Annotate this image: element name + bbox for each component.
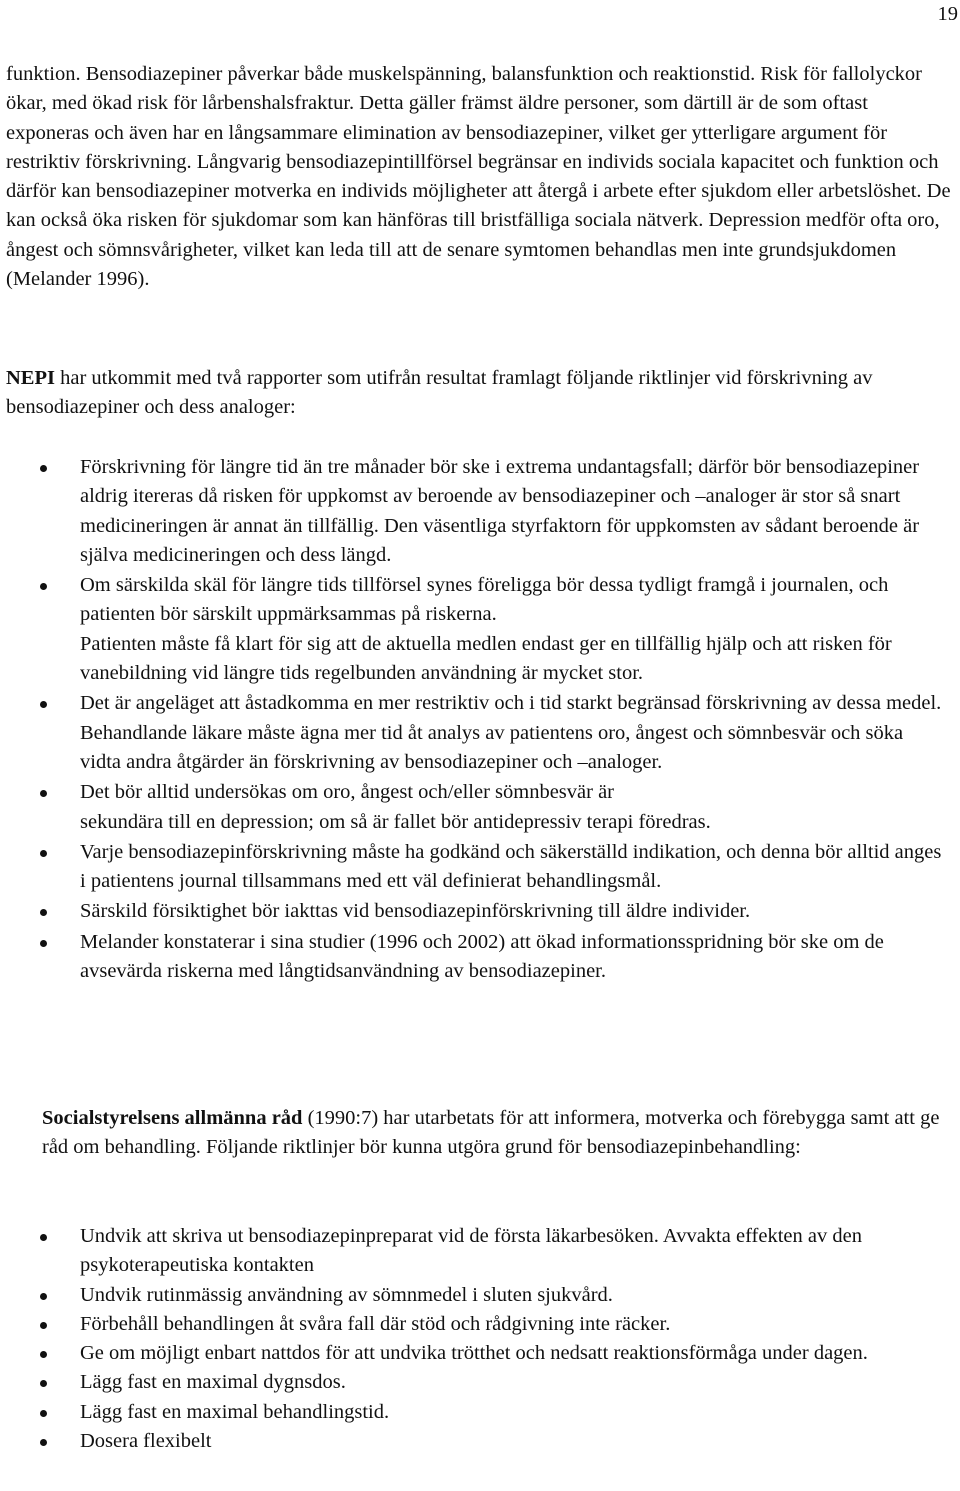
list-item-text: Undvik att skriva ut bensodiazepinpreparat vid de första läkarbesöken. Avvakta effekten av den psykoterapeutiska kontakten bbox=[80, 1225, 862, 1277]
list-item bbox=[0, 1398, 960, 1427]
list-item bbox=[0, 571, 960, 688]
list-item-text: Melander konstaterar i sina studier (1996 och 2002) att ökad informationsspridning bör ske om de avsevärda riskerna med långtidsanvändning av bensodiazepiner. bbox=[80, 930, 884, 983]
bullet-icon bbox=[40, 1351, 47, 1358]
page-number: 19 bbox=[937, 3, 958, 25]
list-item bbox=[0, 1222, 960, 1281]
bullet-icon bbox=[40, 1410, 47, 1417]
list-item bbox=[0, 1310, 960, 1339]
bullet-icon bbox=[40, 850, 47, 857]
bullet-icon bbox=[40, 909, 47, 916]
list-item-text: Det bör alltid undersökas om oro, ångest och/eller sömnbesvär är bbox=[80, 781, 614, 804]
bullet-icon bbox=[40, 701, 47, 708]
list-item bbox=[0, 838, 960, 897]
nepi-text: har utkommit med två rapporter som utifrån resultat framlagt följande riktlinjer vid förskrivning av bensodiazepiner och dess analoger: bbox=[6, 367, 873, 419]
list-item bbox=[0, 928, 960, 987]
list-item-continuation: Patienten måste få klart för sig att de aktuella medlen endast ger en tillfällig hjälp och att risken för vanebildning vid längre tids regelbunden användning är mycket stor. bbox=[80, 632, 892, 685]
bullet-icon bbox=[40, 1322, 47, 1329]
bullet-icon bbox=[40, 940, 47, 947]
intro-paragraph: funktion. Bensodiazepiner påverkar både muskelspänning, balansfunktion och reaktionstid. Risk för fallolyckor ökar, med ökad risk för lårbenshalsfraktur. Detta gäller främst äldre personer, som därtill är de som oftast exponeras och även har en långsammare elimination av bensodiazepiner, vilket ger ytterligare argument för restriktiv förskrivning. Långvarig bensodiazepintillförsel begränsar en individs sociala kapacitet och funktion och därför kan bensodiazepiner motverka en individs möjligheter att återgå i arbete efter sjukdom eller arbetslöshet. De kan också öka risken för sjukdomar som kan hänföras till bristfälliga sociala nätverk. Depression medför ofta oro, ångest och sömnsvårigheter, vilket kan leda till att de senare symtomen behandlas men inte grundsjukdomen (Melander 1996). bbox=[6, 63, 951, 291]
list-item-text: Ge om möjligt enbart nattdos för att undvika trötthet och nedsatt reaktionsförmåga under dagen. bbox=[80, 1342, 868, 1365]
list-item-text: Det är angeläget att åstadkomma en mer restriktiv och i tid starkt begränsad förskrivning av dessa medel. Behandlande läkare måste ägna mer tid åt analys av patientens oro, ångest och sömnbesvär och söka vidta andra åtgärder än förskrivning av bensodiazepiner och –analoger. bbox=[80, 692, 942, 773]
bullet-icon bbox=[40, 1439, 47, 1446]
list-item bbox=[0, 1427, 960, 1456]
nepi-guidelines-list bbox=[0, 453, 960, 987]
nepi-paragraph bbox=[6, 364, 952, 423]
list-item bbox=[0, 1368, 960, 1397]
list-item-text: Lägg fast en maximal behandlingstid. bbox=[80, 1400, 390, 1423]
list-item-text: Varje bensodiazepinförskrivning måste ha godkänd och säkerställd indikation, och denna bör alltid anges i patientens journal tillsammans med ett väl definierat behandlingsmål. bbox=[80, 840, 942, 893]
socialstyrelsen-bold-label: Socialstyrelsens allmänna råd bbox=[42, 1107, 303, 1129]
bullet-icon bbox=[40, 1234, 47, 1241]
list-item-text: Förbehåll behandlingen åt svåra fall där stöd och rådgivning inte räcker. bbox=[80, 1312, 671, 1335]
list-item-text: Om särskilda skäl för längre tids tillförsel synes föreligga bör dessa tydligt framgå i journalen, och patienten bör särskilt uppmärksammas på riskerna. bbox=[80, 574, 889, 626]
list-item bbox=[0, 778, 960, 837]
list-item-text: Förskrivning för längre tid än tre månader bör ske i extrema undantagsfall; därför bör bensodiazepiner aldrig itereras då risken för uppkomst av beroende av bensodiazepiner och –analoger är stor så snart medicineringen är annat än tillfällig. Den väsentliga styrfaktorn för uppkomsten av sådant beroende är själva medicineringen och dess längd. bbox=[80, 456, 920, 566]
list-item-text: Lägg fast en maximal dygnsdos. bbox=[80, 1371, 346, 1394]
list-item bbox=[0, 453, 960, 570]
bullet-icon bbox=[40, 465, 47, 472]
list-item-continuation: sekundära till en depression; om så är fallet bör antidepressiv terapi föredras. bbox=[80, 810, 711, 833]
list-item-text: Dosera flexibelt bbox=[80, 1430, 212, 1453]
bullet-icon bbox=[40, 1293, 47, 1300]
list-item bbox=[0, 1339, 960, 1368]
list-item bbox=[0, 897, 960, 926]
bullet-icon bbox=[40, 583, 47, 590]
list-item-text: Särskild försiktighet bör iakttas vid bensodiazepinförskrivning till äldre individer. bbox=[80, 900, 751, 923]
bullet-icon bbox=[40, 1380, 47, 1387]
list-item bbox=[0, 689, 960, 777]
list-item bbox=[0, 1281, 960, 1310]
socialstyrelsen-text: (1990:7) har utarbetats för att informera, motverka och förebygga samt att ge råd om behandling. Följande riktlinjer bör kunna utgöra grund för bensodiazepinbehandling: bbox=[42, 1107, 940, 1159]
bullet-icon bbox=[40, 790, 47, 797]
nepi-bold-label: NEPI bbox=[6, 367, 55, 389]
socialstyrelsen-guidelines-list bbox=[0, 1222, 960, 1456]
socialstyrelsen-paragraph bbox=[42, 1104, 942, 1163]
list-item-text: Undvik rutinmässig användning av sömnmedel i sluten sjukvård. bbox=[80, 1283, 613, 1306]
